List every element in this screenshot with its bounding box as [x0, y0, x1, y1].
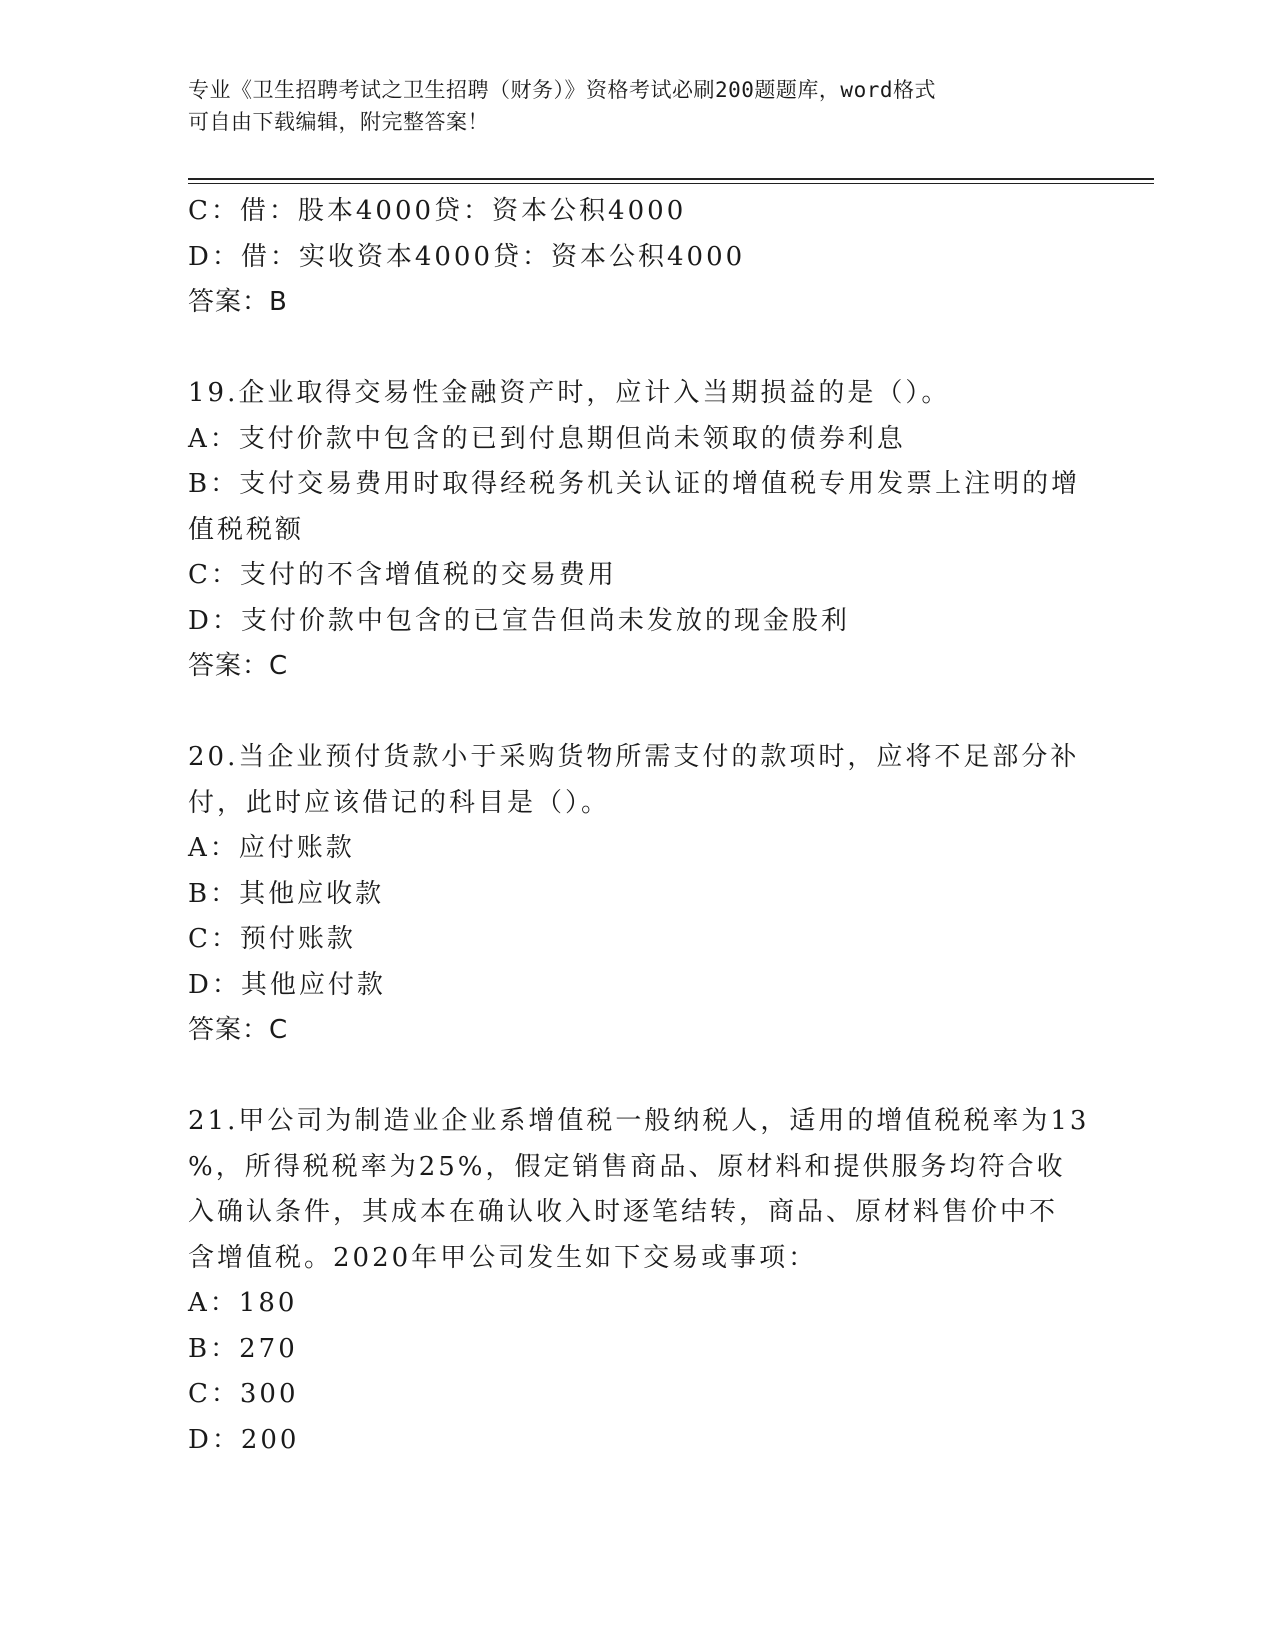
option-a: A：180 — [188, 1288, 298, 1318]
header-divider-thin — [188, 183, 1154, 184]
question-stem-line-2: 付，此时应该借记的科目是（）。 — [188, 787, 611, 818]
option-b: B：支付交易费用时取得经税务机关认证的增值税专用发票上注明的增 — [188, 469, 1081, 499]
question-stem-line-4: 含增值税。2020年甲公司发生如下交易或事项： — [188, 1242, 818, 1273]
spacer — [188, 690, 1088, 736]
option-d: D：200 — [188, 1424, 300, 1455]
spacer — [188, 1054, 1088, 1100]
option-b: B：其他应收款 — [188, 878, 385, 909]
question-list — [188, 189, 1088, 1463]
header-line-1: 专业《卫生招聘考试之卫生招聘（财务）》资格考试必刷200题题库，word格式 — [188, 78, 936, 102]
option-b-continued: 值税税额 — [188, 514, 305, 545]
question-block-19 — [188, 371, 1088, 690]
header-divider-thick — [188, 178, 1154, 180]
spacer — [188, 326, 1088, 372]
question-stem: 19.企业取得交易性金融资产时，应计入当期损益的是（）。 — [188, 378, 951, 408]
option-a: A：应付账款 — [188, 833, 355, 863]
header-line-2: 可自由下载编辑，附完整答案！ — [188, 110, 489, 134]
answer-line: 答案：C — [188, 1015, 289, 1045]
option-c: C：300 — [188, 1379, 299, 1409]
question-block-21 — [188, 1099, 1088, 1463]
option-c: C：支付的不含增值税的交易费用 — [188, 560, 617, 590]
document-header — [188, 74, 1068, 138]
question-stem-line-1: 20.当企业预付货款小于采购货物所需支付的款项时，应将不足部分补 — [188, 742, 1080, 772]
option-b: B：270 — [188, 1333, 298, 1364]
question-stem-line-1: 21.甲公司为制造业企业系增值税一般纳税人，适用的增值税税率为13 — [188, 1106, 1090, 1136]
question-stem-line-2: %，所得税税率为25%，假定销售商品、原材料和提供服务均符合收 — [188, 1151, 1066, 1182]
option-d: D：支付价款中包含的已宣告但尚未发放的现金股利 — [188, 605, 850, 636]
option-c: C：借：股本4000贷：资本公积4000 — [188, 196, 687, 226]
option-d: D：借：实收资本4000贷：资本公积4000 — [188, 241, 746, 272]
answer-line: 答案：B — [188, 287, 288, 317]
question-stem-line-3: 入确认条件，其成本在确认收入时逐笔结转，商品、原材料售价中不 — [188, 1197, 1059, 1227]
question-block-20 — [188, 735, 1088, 1054]
answer-line: 答案：C — [188, 651, 289, 681]
option-a: A：支付价款中包含的已到付息期但尚未领取的债券利息 — [188, 423, 906, 454]
question-block-prev — [188, 189, 1088, 326]
option-d: D：其他应付款 — [188, 969, 386, 1000]
option-c: C：预付账款 — [188, 924, 356, 954]
